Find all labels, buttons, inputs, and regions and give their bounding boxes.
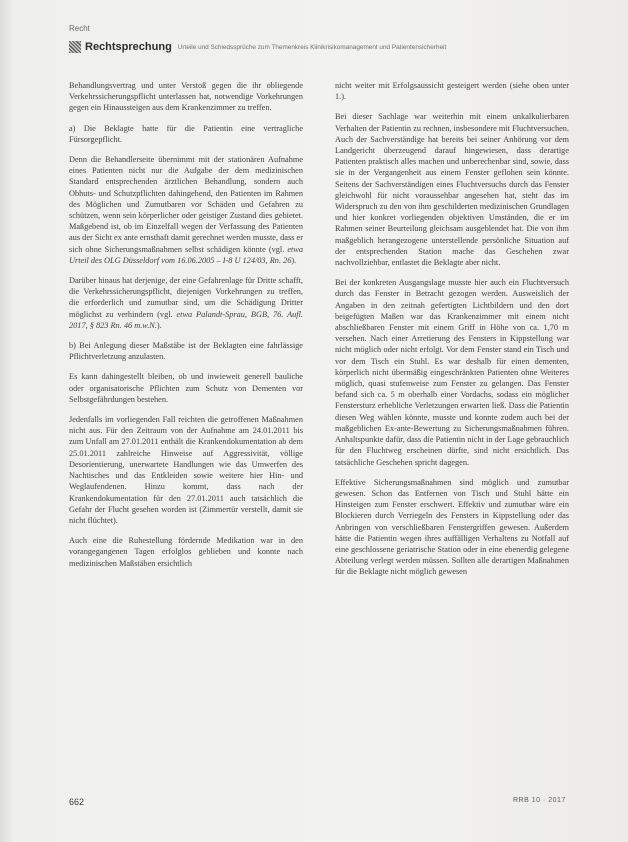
left-column <box>69 80 303 578</box>
section-subtitle: Urteile und Schiedssprüche zum Themenkreis Klinikrisikomanagement und Patientensicherheit <box>177 43 447 51</box>
paragraph: Es kann dahingestellt bleiben, ob und inwieweit generell bauliche oder organisatorische Pflichten zum Schutz von Dementen vor Selbstgefährdungen bestehen. <box>69 372 303 404</box>
paragraph: Behandlungsvertrag und unter Verstoß gegen die ihr obliegende Verkehrssicherungspflicht unterlassen hat, notwendige Vorkehrungen gegen ein Hinaussteigen aus dem Krankenzimmer zu treffen. <box>69 81 303 113</box>
paragraph: b) Bei Anlegung dieser Maßstäbe ist der Beklagten eine fahrlässige Pflichtverletzung anzulasten. <box>69 341 303 362</box>
citation: etwa Urteil des OLG Düsseldorf vom 16.06.2005 – I-8 U 124/03, Rn. 26 <box>69 244 303 265</box>
section-label: Recht <box>69 24 90 33</box>
citation: etwa Palandt-Sprau, BGB, 76. Aufl. 2017, § 823 Rn. 46 m.w.N. <box>69 309 303 330</box>
section-title: Rechtsprechung <box>85 41 172 53</box>
paragraph: nicht weiter mit Erfolgsaussicht gesteigert werden (siehe oben unter 1.). <box>335 81 569 102</box>
paragraph: Effektive Sicherungsmaßnahmen sind möglich und zumutbar gewesen. Schon das Entfernen von Tisch und Stuhl hätte ein Hinsteigen zum Fenster erschwert. Effektiv und zumutbar wäre ein Blockieren durch Verriegeln des Fensters in Kippstellung oder das Anbringen von verschließbaren Fenstergriffen gewesen. Außerdem hätte die Patientin wegen ihres auffälligen Verhaltens zu Notfall auf eine geschlossene geriatrische Station oder in eine ebenerdig gelegene Abteilung verlegt werden müssen. Sollten alle derartigen Maßnahmen für die Beklagte nicht möglich gewesen <box>335 477 569 577</box>
right-column <box>335 80 569 587</box>
page-number: 662 <box>69 797 85 807</box>
section-header <box>69 40 609 54</box>
paragraph: Auch eine die Ruhestellung fördernde Medikation war in den vorangegangenen Tagen erfolglos geblieben und konnte nach medizinischen Maßstäben ersichtlich <box>69 536 303 568</box>
paragraph: Denn die Behandlerseite übernimmt mit der stationären Aufnahme eines Patienten nicht nur die Aufgabe der dem medizinischen Standard entsprechenden ärztlichen Behandlung, sondern auch Obhuts- und Schutzpflichten dahingehend, den Patienten im Rahmen des Möglichen und Zumutbaren vor Schäden und Gefahren zu schützen, wenn sein körperlicher oder geistiger Zustand dies gebietet. Maßgebend ist, ob im Einzelfall wegen der Verfassung des Patienten aus der Sicht ex ante ernsthaft damit gerechnet werden musste, dass er sich ohne Sicherungsmaßnahmen selbst schädigen könnte (vgl. etwa Urteil des OLG Düsseldorf vom 16.06.2005 – I-8 U 124/03, Rn. 26). <box>69 155 303 265</box>
paragraph: Bei der konkreten Ausgangslage musste hier auch ein Fluchtversuch durch das Fenster in Betracht gezogen werden. Ausweislich der Angaben in den zeitnah gefertigten Lichtbildern und den dort beigefügten Maßen war das Krankenzimmer mit einem nicht abschließbaren Fenster mit einem Griff in Höhe von ca. 1,70 m versehen. Nach einer Arretierung des Fensters in Kippstellung war nicht möglich oder nicht erfolgt. Vor dem Fenster stand ein Tisch und vor dem Tisch ein Stuhl. Es war deshalb für einen dementen, körperlich nicht übermäßig eingeschränkten Patienten ohne Weiteres möglich, quasi stufenweise zum Fenster zu gelangen. Das Fenster befand sich ca. 5 m oberhalb einer Vordachs, sodass ein möglicher Fenstersturz erhebliche Verletzungen erwarten ließ. Dass die Patientin diesen Weg wählen könnte, musste und konnte zudem auch bei der maßgeblichen Ex-ante-Bewertung zu Sicherungsmaßnahmen führen. Anhaltspunkte dafür, dass die Patientin nicht in der Lage gebrauchlich für den Fluchtweg erscheinen dürfte, sind nicht ersichtlich. Das tatsächliche Geschehen spricht dagegen. <box>335 278 569 467</box>
hatched-square-icon <box>69 41 81 53</box>
paragraph: Jedenfalls im vorliegenden Fall reichten die getroffenen Maßnahmen nicht aus. Für den Zeitraum von der Aufnahme am 24.01.2011 bis zum Unfall am 27.01.2011 enthält die Krankendokumentation ab dem 25.01.2011 zahlreiche Hinweise auf Aggressivität, völlige Desorientierung, unerwartete Handlungen wie das Umwerfen des Nachtisches und das Entkleiden sowie weitere hier Hin- und Weglaufendenen. Hinzu kommt, dass nach der Krankendokumentation für den 27.01.2011 auch tatsächlich die Gefahr der Flucht gesehen worden ist (Zimmertür verstellt, damit sie nicht flüchtet). <box>69 415 303 525</box>
issue-label: RRB 10 · 2017 <box>513 797 566 804</box>
paragraph: a) Die Beklagte hatte für die Patientin eine vertragliche Fürsorgepflicht. <box>69 123 303 144</box>
paragraph: Bei dieser Sachlage war weiterhin mit einem unkalkulierbaren Verhalten der Patientin zu rechnen, insbesondere mit Fluchtversuchen. Auch der Sachverständige hat bereits bei seiner Anhörung vor dem Landgericht überzeugend darauf hingewiesen, dass derartige Patienten praktisch alles machen und unberechenbar sind, sowie, dass sie in der Vergangenheit aus einem Fenster geflohen sein könnte. Seitens der Sachverständigen eines Fluchtversuchs durch das Fenster gleichwohl für nicht voraussehbar angesehen hat, steht das im Widerspruch zu den von ihm geschilderten medizinischen Grundlagen und hier konkret vorliegenden objektiven Umständen, die er im Rahmen seiner Beurteilung gleichsam ausgeblendet hat. Die von ihm maßgeblich herangezogene unterstellende persönliche Situation auf der entsprechenden Station mache das Geschehen zwar nachvollziehbar, entlastet die Beklagte aber nicht. <box>335 112 569 268</box>
paragraph: Darüber hinaus hat derjenige, der eine Gefahrenlage für Dritte schafft, die Verkehrssicherungspflicht, diejenigen Vorkehrungen zu treffen, die erforderlich und zumutbar sind, um die Schädigung Dritter möglichst zu verhindern (vgl. etwa Palandt-Sprau, BGB, 76. Aufl. 2017, § 823 Rn. 46 m.w.N.). <box>69 276 303 330</box>
